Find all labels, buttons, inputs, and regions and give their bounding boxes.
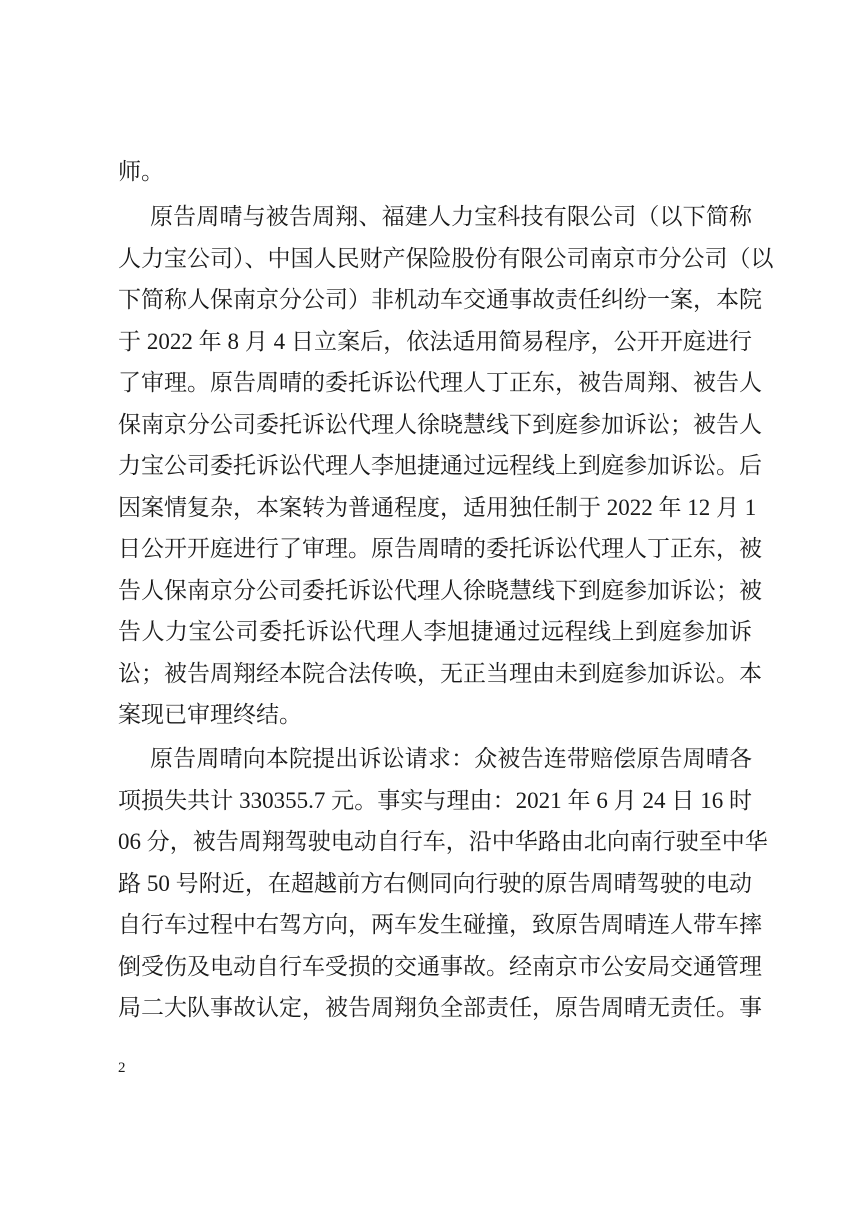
paragraph-line: 了审理。原告周晴的委托诉讼代理人丁正东，被告周翔、被告人 — [118, 370, 762, 395]
paragraph-line: 力宝公司委托诉讼代理人李旭捷通过远程线上到庭参加诉讼。后 — [118, 453, 762, 478]
paragraph-line: 讼；被告周翔经本院合法传唤，无正当理由未到庭参加诉讼。本 — [118, 660, 762, 686]
paragraph-line: 告人力宝公司委托诉讼代理人李旭捷通过远程线上到庭参加诉 — [118, 619, 752, 644]
paragraph-line: 原告周晴向本院提出诉讼请求：众被告连带赔偿原告周晴各 — [150, 746, 752, 771]
paragraph-line: 人力宝公司）、中国人民财产保险股份有限公司南京市分公司（以 — [118, 245, 774, 271]
paragraph-line: 保南京分公司委托诉讼代理人徐晓慧线下到庭参加诉讼；被告人 — [118, 411, 762, 437]
paragraph-line: 案现已审理终结。 — [118, 702, 302, 727]
paragraph-line: 项损失共计 330355.7 元。事实与理由：2021 年 6 月 24 日 16 时 — [118, 787, 752, 813]
paragraph-line: 自行车过程中右驾方向，两车发生碰撞，致原告周晴连人带车摔 — [118, 912, 762, 937]
paragraph-line: 于 2022 年 8 月 4 日立案后，依法适用简易程序，公开开庭进行 — [118, 328, 752, 354]
paragraph-line: 下简称人保南京分公司）非机动车交通事故责任纠纷一案，本院 — [118, 287, 762, 312]
paragraph-line: 06 分，被告周翔驾驶电动自行车，沿中华路由北向南行驶至中华 — [118, 829, 768, 854]
paragraph-line: 倒受伤及电动自行车受损的交通事故。经南京市公安局交通管理 — [118, 953, 762, 979]
page-number: 2 — [118, 1060, 126, 1076]
paragraph-line: 日公开开庭进行了审理。原告周晴的委托诉讼代理人丁正东，被 — [118, 536, 762, 561]
continuation-line: 师。 — [118, 159, 164, 184]
paragraph-line: 路 50 号附近，在超越前方右侧同向行驶的原告周晴驾驶的电动 — [118, 870, 752, 896]
paragraph-line: 原告周晴与被告周翔、福建人力宝科技有限公司（以下简称 — [150, 204, 752, 229]
paragraph-line: 告人保南京分公司委托诉讼代理人徐晓慧线下到庭参加诉讼；被 — [118, 577, 762, 603]
paragraph-line: 因案情复杂，本案转为普通程度，适用独任制于 2022 年 12 月 1 — [118, 494, 757, 520]
paragraph-line: 局二大队事故认定，被告周翔负全部责任，原告周晴无责任。事 — [118, 995, 762, 1020]
